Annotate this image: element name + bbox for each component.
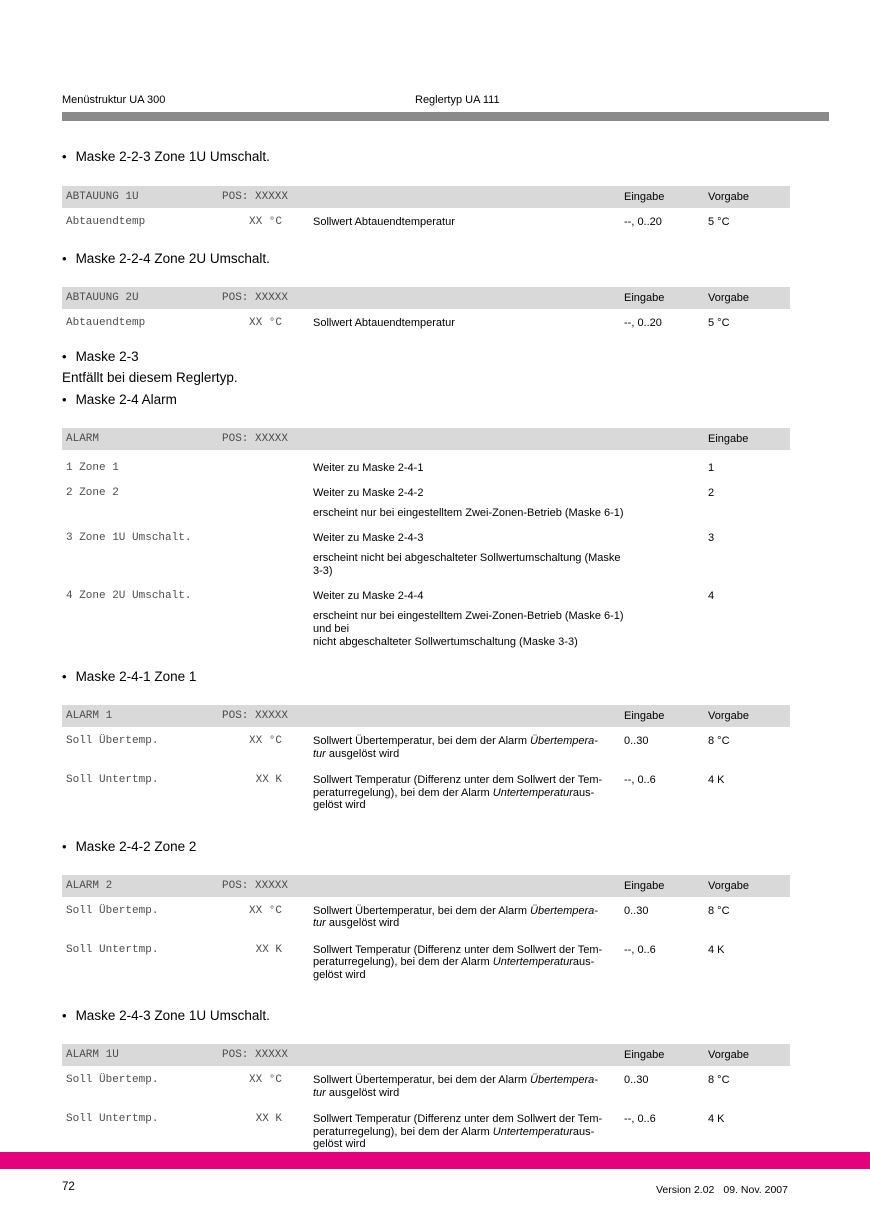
description-paragraph: [313, 487, 625, 500]
text-segment: gelöst wird: [313, 968, 366, 981]
row-description: [313, 774, 625, 812]
table-header-row: [62, 875, 790, 897]
table-row: [62, 309, 790, 336]
row-description: [313, 532, 625, 578]
data-table: [62, 705, 790, 818]
row-value: XX K: [255, 774, 282, 786]
column-header-vorgabe: Vorgabe: [708, 710, 749, 722]
section-heading-text: Maske 2-2-3 Zone 1U Umschalt.: [75, 149, 270, 164]
column-header-vorgabe: Vorgabe: [708, 879, 749, 892]
row-name: Abtauendtemp: [66, 316, 146, 329]
description-line: [313, 317, 625, 330]
text-segment: peraturregelung), bei dem der Alarm: [313, 956, 493, 968]
table-pos: POS: XXXXX: [222, 191, 289, 203]
note-text: Entfällt bei diesem Reglertyp.: [62, 370, 238, 385]
table-row: [62, 1105, 790, 1157]
row-value: XX K: [255, 1113, 282, 1125]
description-line: [313, 944, 625, 957]
description-line: [313, 610, 625, 636]
column-header-eingabe: Eingabe: [624, 291, 665, 304]
table-header-row: [62, 428, 790, 450]
description-line: [313, 507, 625, 520]
row-vorgabe-value: 8 °C: [708, 735, 730, 747]
text-segment: Weiter zu Maske 2-4-4: [313, 590, 424, 602]
description-paragraph: [313, 317, 625, 330]
table-row: [62, 766, 790, 818]
running-header-left: Menüstruktur UA 300: [62, 94, 166, 106]
row-description: [313, 944, 625, 982]
row-vorgabe-value: 8 °C: [708, 904, 730, 917]
table-title: ALARM: [66, 433, 100, 445]
footer-accent-bar: [0, 1152, 870, 1169]
row-vorgabe-value: 5 °C: [708, 216, 730, 228]
text-segment: gelöst wird: [313, 799, 366, 811]
version-label: Version 2.02: [656, 1184, 715, 1196]
description-line: [313, 1126, 625, 1139]
text-segment: Sollwert Abtauendtemperatur: [313, 216, 455, 228]
table-pos: POS: XXXXX: [222, 879, 289, 892]
table-row: [62, 1066, 790, 1105]
text-segment: erscheint nur bei eingestelltem Zwei-Zonen-Betrieb (Maske 6-1): [313, 507, 624, 519]
table-header-row: [62, 186, 790, 208]
row-name: 1 Zone 1: [66, 462, 119, 474]
row-description: [313, 1074, 625, 1099]
text-segment: ausgelöst wird: [325, 917, 400, 929]
row-value: XX K: [255, 943, 282, 956]
row-value: XX °C: [248, 735, 282, 747]
table-row: [62, 897, 790, 936]
version-line: [656, 1184, 788, 1196]
row-name: 3 Zone 1U Umschalt.: [66, 532, 192, 544]
row-value: XX °C: [248, 216, 282, 228]
row-description: [313, 317, 625, 330]
description-line: [313, 532, 625, 545]
table-row: [62, 208, 790, 235]
section-heading: [62, 669, 790, 685]
description-paragraph: [313, 216, 625, 229]
row-vorgabe-value: 8 °C: [708, 1074, 730, 1086]
description-line: [313, 956, 625, 969]
row-eingabe-value: 4: [708, 590, 715, 602]
section-heading: [62, 251, 790, 267]
page-number: 72: [62, 1181, 75, 1193]
column-header-vorgabe: Vorgabe: [708, 191, 749, 203]
description-paragraph: [313, 532, 625, 545]
description-line: [313, 748, 625, 761]
table-header-row: [62, 1044, 790, 1066]
text-segment: Weiter zu Maske 2-4-3: [313, 532, 424, 544]
table-row: [62, 578, 790, 649]
description-paragraph: [313, 552, 625, 578]
text-segment: Übertempera-: [530, 1074, 598, 1086]
table-pos: POS: XXXXX: [222, 710, 289, 722]
description-line: [313, 636, 625, 649]
text-segment: Untertemperatur: [492, 1125, 573, 1138]
row-eingabe-value: --, 0..6: [624, 1113, 656, 1125]
row-eingabe-value: 0..30: [624, 1074, 649, 1086]
section-heading: [62, 839, 790, 855]
text-segment: Sollwert Übertemperatur, bei dem der Alarm: [313, 904, 531, 917]
running-header-center: Reglertyp UA 111: [415, 94, 500, 106]
row-eingabe-value: --, 0..20: [624, 316, 662, 329]
text-segment: tur: [313, 1086, 326, 1099]
description-line: [313, 774, 625, 787]
table-header-row: [62, 287, 790, 309]
text-segment: gelöst wird: [313, 1138, 366, 1150]
section-heading-text: Maske 2-4-3 Zone 1U Umschalt.: [75, 1008, 270, 1023]
data-table: [62, 428, 790, 649]
section-heading-text: Maske 2-4 Alarm: [75, 392, 177, 407]
bullet-icon: •: [62, 349, 67, 364]
table-pos: POS: XXXXX: [222, 291, 289, 304]
description-line: [313, 1113, 625, 1126]
row-eingabe-value: --, 0..6: [624, 943, 656, 956]
row-vorgabe-value: 4 K: [708, 774, 725, 786]
row-value: XX °C: [248, 316, 282, 329]
table-title: ABTAUUNG 2U: [66, 291, 139, 304]
table-pos: POS: XXXXX: [222, 433, 289, 445]
text-segment: peraturregelung), bei dem der Alarm: [313, 1125, 493, 1138]
row-name: 4 Zone 2U Umschalt.: [66, 590, 192, 602]
table-row: [62, 520, 790, 578]
description-paragraph: [313, 905, 625, 930]
column-header-eingabe: Eingabe: [708, 433, 749, 445]
row-name: Soll Übertemp.: [66, 735, 159, 747]
row-vorgabe-value: 4 K: [708, 943, 725, 956]
text-segment: Sollwert Übertemperatur, bei dem der Alarm: [313, 1074, 531, 1086]
text-segment: tur: [313, 917, 326, 929]
column-header-vorgabe: Vorgabe: [708, 1049, 749, 1061]
row-eingabe-value: 2: [708, 487, 715, 499]
table-row: [62, 727, 790, 766]
description-line: [313, 1087, 625, 1100]
description-line: [313, 969, 625, 982]
section-heading: [62, 1008, 790, 1024]
description-paragraph: [313, 1074, 625, 1099]
row-value: XX °C: [248, 1074, 282, 1086]
row-description: [313, 216, 625, 229]
text-segment: Sollwert Abtauendtemperatur: [313, 316, 455, 329]
table-pos: POS: XXXXX: [222, 1049, 289, 1061]
document-body: [62, 121, 790, 1157]
row-name: 2 Zone 2: [66, 487, 119, 499]
row-description: [313, 735, 625, 760]
text-segment: Weiter zu Maske 2-4-1: [313, 462, 424, 474]
row-description: [313, 590, 625, 649]
description-paragraph: [313, 774, 625, 812]
description-line: [313, 552, 625, 578]
row-name: Soll Untertmp.: [66, 1113, 159, 1125]
description-paragraph: [313, 944, 625, 982]
row-description: [313, 1113, 625, 1151]
table-header-row: [62, 705, 790, 727]
header-rule: [62, 112, 829, 121]
column-header-eingabe: Eingabe: [624, 191, 665, 203]
row-eingabe-value: 1: [708, 462, 715, 474]
table-title: ABTAUUNG 1U: [66, 191, 139, 203]
row-eingabe-value: 3: [708, 532, 715, 544]
bullet-icon: •: [62, 149, 67, 164]
row-name: Soll Übertemp.: [66, 904, 159, 917]
row-vorgabe-value: 5 °C: [708, 316, 730, 329]
data-table: [62, 287, 790, 336]
bullet-icon: •: [62, 669, 67, 684]
description-line: [313, 799, 625, 812]
description-paragraph: [313, 590, 625, 603]
section-heading-text: Maske 2-2-4 Zone 2U Umschalt.: [75, 250, 270, 266]
description-line: [313, 787, 625, 800]
section-heading: [62, 349, 790, 365]
bullet-icon: •: [62, 1008, 67, 1023]
row-name: Soll Untertmp.: [66, 943, 159, 956]
section-heading: [62, 149, 790, 165]
column-header-eingabe: Eingabe: [624, 879, 665, 892]
description-paragraph: [313, 610, 625, 649]
text-segment: erscheint nicht bei abgeschalteter Sollwertumschaltung (Maske 3-3): [313, 552, 621, 577]
text-segment: tur: [313, 747, 326, 760]
column-header-eingabe: Eingabe: [624, 1049, 665, 1061]
bullet-icon: •: [62, 392, 67, 407]
section-heading-text: Maske 2-4-1 Zone 1: [75, 669, 197, 684]
description-paragraph: [313, 735, 625, 760]
row-value: XX °C: [248, 904, 282, 917]
table-row: [62, 936, 790, 988]
description-line: [313, 917, 625, 930]
text-segment: ausgelöst wird: [325, 747, 400, 760]
column-header-eingabe: Eingabe: [624, 710, 665, 722]
version-date: 09. Nov. 2007: [723, 1184, 788, 1196]
row-description: [313, 462, 625, 475]
description-paragraph: [313, 1113, 625, 1151]
text-segment: peraturregelung), bei dem der Alarm: [313, 786, 493, 799]
text-segment: ausgelöst wird: [325, 1086, 400, 1099]
row-name: Soll Übertemp.: [66, 1074, 159, 1086]
section-heading-text: Maske 2-4-2 Zone 2: [75, 838, 197, 854]
table-title: ALARM 1: [66, 710, 113, 722]
text-segment: Untertemperatur: [492, 786, 573, 799]
section-heading: [62, 392, 790, 408]
text-segment: erscheint nur bei eingestelltem Zwei-Zonen-Betrieb (Maske 6-1) und bei: [313, 610, 624, 635]
row-eingabe-value: --, 0..20: [624, 216, 662, 228]
section-heading-text: Maske 2-3: [75, 349, 139, 364]
data-table: [62, 1044, 790, 1157]
description-line: [313, 462, 625, 475]
text-segment: aus-: [572, 956, 595, 968]
table-title: ALARM 2: [66, 879, 113, 892]
table-title: ALARM 1U: [66, 1049, 119, 1061]
text-segment: nicht abgeschalteter Sollwertumschaltung (Maske 3-3): [313, 636, 578, 648]
row-eingabe-value: 0..30: [624, 735, 649, 747]
table-row: [62, 475, 790, 520]
description-line: [313, 1074, 625, 1087]
data-table: [62, 875, 790, 988]
text-segment: Sollwert Temperatur (Differenz unter dem Sollwert der Tem-: [313, 774, 603, 786]
bullet-icon: •: [62, 838, 67, 854]
text-segment: Untertemperatur: [492, 956, 573, 968]
text-segment: aus-: [572, 1125, 595, 1138]
row-description: [313, 487, 625, 520]
row-name: Abtauendtemp: [66, 216, 146, 228]
description-line: [313, 905, 625, 918]
column-header-vorgabe: Vorgabe: [708, 291, 749, 304]
description-paragraph: [313, 507, 625, 520]
text-segment: Weiter zu Maske 2-4-2: [313, 487, 424, 499]
text-segment: aus-: [572, 786, 595, 799]
description-line: [313, 590, 625, 603]
data-table: [62, 186, 790, 235]
row-eingabe-value: --, 0..6: [624, 774, 656, 786]
row-description: [313, 905, 625, 930]
text-segment: Sollwert Temperatur (Differenz unter dem Sollwert der Tem-: [313, 943, 603, 956]
text-segment: Übertempera-: [530, 735, 598, 747]
row-eingabe-value: 0..30: [624, 904, 649, 917]
row-vorgabe-value: 4 K: [708, 1113, 725, 1125]
description-line: [313, 1138, 625, 1151]
table-row: [62, 450, 790, 475]
description-line: [313, 735, 625, 748]
bullet-icon: •: [62, 250, 67, 266]
description-line: [313, 487, 625, 500]
text-segment: Sollwert Temperatur (Differenz unter dem Sollwert der Tem-: [313, 1113, 603, 1125]
row-name: Soll Untertmp.: [66, 774, 159, 786]
description-paragraph: [313, 462, 625, 475]
text-segment: Sollwert Übertemperatur, bei dem der Alarm: [313, 735, 531, 747]
description-line: [313, 216, 625, 229]
text-segment: Übertempera-: [530, 904, 598, 917]
